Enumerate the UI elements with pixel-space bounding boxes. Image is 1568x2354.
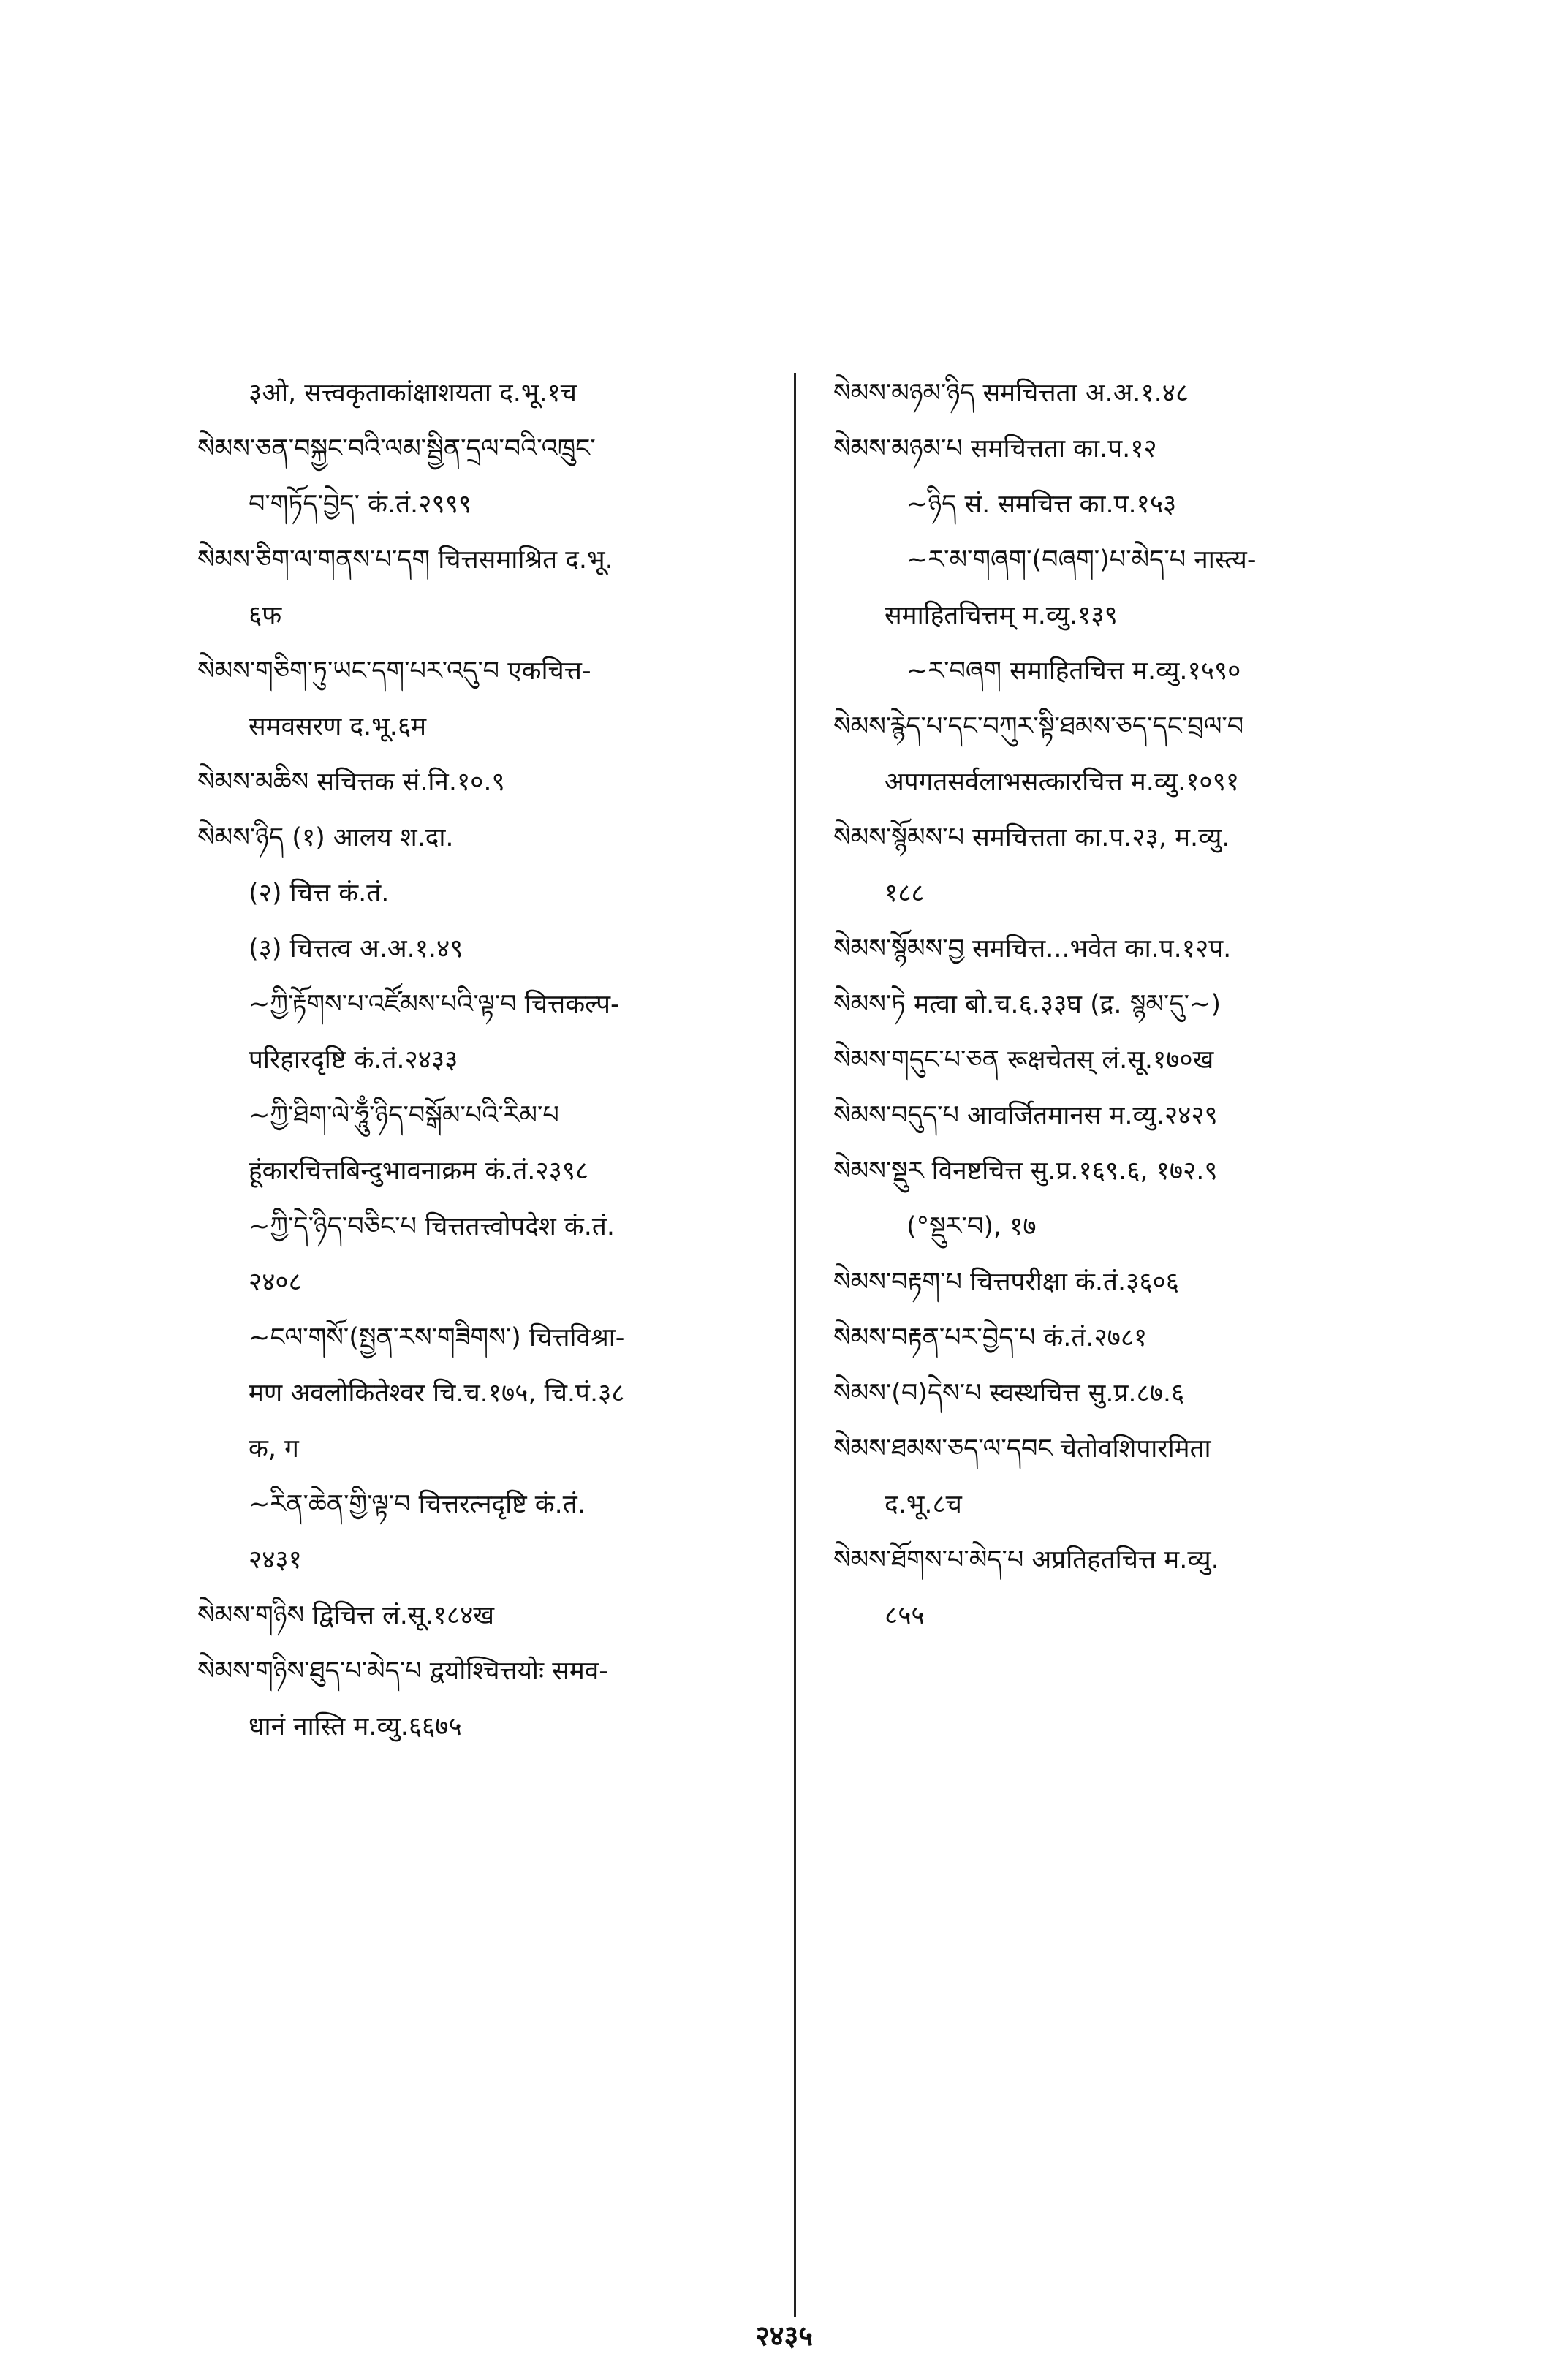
- dictionary-entry-line: १८८: [885, 879, 925, 908]
- dictionary-entry-line: སེམས་བདུད་པ आवर्जितमानस म.व्यु.२४२९: [833, 1101, 1218, 1130]
- dictionary-entry-line: समाहितचित्तम् म.व्यु.१३९: [885, 601, 1118, 630]
- dictionary-entry-line: སེམས་ཅིག་ལ་གནས་པ་དག चित्तसमाश्रित द.भू.: [197, 545, 613, 575]
- dictionary-entry-line: སེམས་(བ)དེས་པ स्वस्थचित्त सु.प्र.८७.६: [833, 1379, 1185, 1408]
- dictionary-entry-line: ~ར་མ་གཞག་(བཞག་)པ་མེད་པ नास्त्य-: [906, 545, 1257, 575]
- dictionary-entry-line: (३) चित्तत्व अ.अ.१.४९: [249, 934, 463, 964]
- dictionary-entry-line: ~ཀྱི་དེ་ཉིད་བཅིང་པ चित्ततत्त्वोपदेश कं.तं.: [249, 1212, 616, 1241]
- dictionary-entry-line: སེམས་མཉམ་ཉིད समचित्तता अ.अ.१.४८: [833, 379, 1189, 408]
- dictionary-entry-line: समवसरण द.भू.६म: [249, 712, 427, 741]
- right-column: [833, 366, 1411, 1643]
- dictionary-entry-line: हूंकारचित्तबिन्दुभावनाक्रम कं.तं.२३९८: [249, 1157, 589, 1186]
- dictionary-entry-line: སེམས་མཆིས सचित्तक सं.नि.१०.९: [197, 768, 505, 797]
- dictionary-entry-line: द.भू.८च: [885, 1490, 962, 1519]
- dictionary-entry-line: བ་གཏོད་བྱེད་ कं.तं.२९९९: [249, 490, 471, 519]
- dictionary-entry-line: परिहारदृष्टि कं.तं.२४३३: [249, 1045, 458, 1075]
- dictionary-entry-line: ~རིན་ཆེན་གྱི་ལྟ་བ चित्तरत्नदृष्टि कं.तं.: [249, 1490, 586, 1519]
- dictionary-entry-line: ~ཀྱི་ཐིག་ལེ་ཧཱུྃ་ཉིད་བསྒོམ་པའི་རིམ་པ: [249, 1101, 559, 1130]
- column-divider: [794, 373, 796, 2317]
- dictionary-entry-line: धानं नास्ति म.व्यु.६६७५: [249, 1712, 462, 1741]
- dictionary-entry-line: अपगतसर्वलाभसत्कारचित्त म.व्यु.१०९१: [885, 768, 1240, 797]
- dictionary-entry-line: क, ग: [249, 1434, 299, 1464]
- dictionary-entry-line: སེམས་བརྟན་པར་བྱེད་པ कं.तं.२७८१: [833, 1323, 1148, 1352]
- dictionary-entry-line: སེམས་བརྟག་པ चित्तपरीक्षा कं.तं.३६०६: [833, 1268, 1179, 1297]
- dictionary-entry-line: སེམས་ཐམས་ཅད་ལ་དབང चेतोवशिपारमिता: [833, 1434, 1211, 1464]
- dictionary-entry-line: (°སྡུར་བ), १७: [906, 1212, 1037, 1241]
- dictionary-entry-line: སེམས་མཉམ་པ समचित्तता का.प.१२: [833, 434, 1157, 463]
- dictionary-entry-line: སེམས་ཉིད (१) आलय श.दा.: [197, 823, 454, 852]
- dictionary-entry-line: སེམས་ཏེ मत्वा बो.च.६.३३घ (द्र. སྙམ་དུ་~): [833, 990, 1221, 1019]
- dictionary-entry-line: སེམས་གཉིས་ཐུད་པ་མེད་པ द्वयोश्चित्तयोः समव-: [197, 1657, 608, 1686]
- page-number: २४३५: [754, 2320, 814, 2352]
- dictionary-entry-line: སེམས་གཅིག་ཏུ་ཡང་དག་པར་འདུ་བ एकचित्त-: [197, 656, 591, 686]
- dictionary-entry-line: ८५५: [885, 1601, 925, 1630]
- dictionary-entry-line: ~ར་བཞག समाहितचित्त म.व्यु.१५९०: [906, 656, 1241, 686]
- dictionary-entry-line: (२) चित्त कं.तं.: [249, 879, 390, 908]
- dictionary-entry-line: སེམས་ཐོགས་པ་མེད་པ अप्रतिहतचित्त म.व्यु.: [833, 1545, 1219, 1575]
- dictionary-entry-line: སེམས་སྙོམས་པ समचित्तता का.प.२३, म.व्यु.: [833, 823, 1230, 852]
- dictionary-entry-line: སེམས་གཉིས द्विचित्त लं.सू.१८४ख: [197, 1601, 494, 1630]
- dictionary-entry-line: ~ཉིད सं. समचित्त का.प.१५३: [906, 490, 1177, 519]
- dictionary-entry-line: २४०८: [249, 1268, 302, 1297]
- dictionary-entry-line: སེམས་ཅན་བསྐྱང་བའི་ལམ་སྦྱིན་དྲལ་བའི་འཁྲུང་: [197, 434, 596, 463]
- dictionary-entry-line: སེམས་གདུང་པ་ཅན रूक्षचेतस् लं.सू.१७०ख: [833, 1045, 1214, 1075]
- dictionary-entry-line: मण अवलोकितेश्वर चि.च.१७५, चि.पं.३८: [249, 1379, 625, 1408]
- dictionary-entry-line: སེམས་སྙོམས་བྱ समचित्त...भवेत का.प.१२प.: [833, 934, 1232, 964]
- dictionary-entry-line: ६फ: [249, 601, 282, 630]
- dictionary-entry-line: སེམས་རྙེད་པ་དང་བཀུར་སྟི་ཐམས་ཅད་དང་བྲལ་བ: [833, 712, 1244, 741]
- dictionary-entry-line: ~ཀྱི་རྟོགས་པ་འཛོམས་པའི་ལྟ་བ चित्तकल्प-: [249, 990, 620, 1019]
- dictionary-entry-line: ३ओ, सत्त्वकृताकांक्षाशयता द.भू.१च: [249, 379, 577, 408]
- dictionary-entry-line: སེམས་སྡུར विनष्टचित्त सु.प्र.१६९.६, १७२.९: [833, 1157, 1218, 1186]
- dictionary-entry-line: २४३१: [249, 1545, 302, 1575]
- dictionary-entry-line: ~ངལ་གསོ་(སྤྱན་རས་གཟིགས་) चित्तविश्रा-: [249, 1323, 625, 1352]
- left-column: [197, 366, 782, 1755]
